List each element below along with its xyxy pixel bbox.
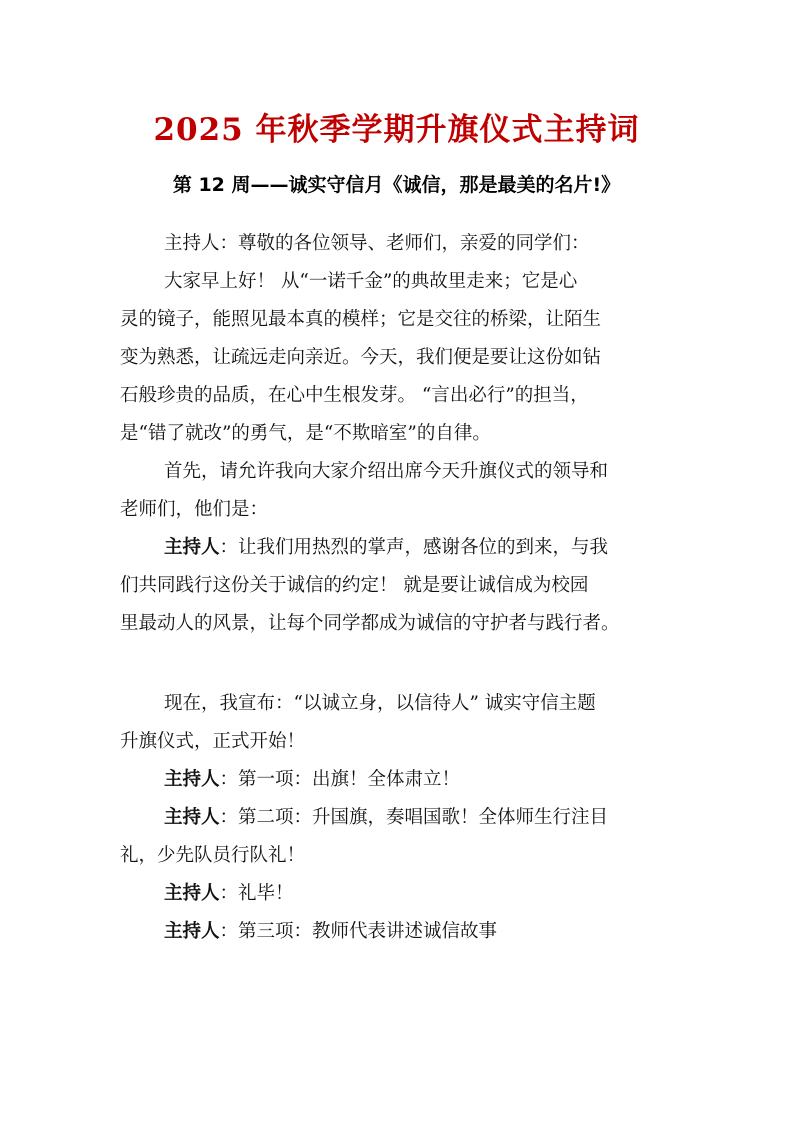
- paragraph-line: [120, 761, 680, 799]
- paragraph-line: 礼，少先队员行队礼！: [120, 845, 306, 866]
- speaker-label: 主持人: [164, 921, 220, 942]
- paragraph-line: 升旗仪式，正式开始！: [120, 731, 306, 752]
- paragraph-item-salute-end: [120, 875, 680, 913]
- paragraph-introduction: [120, 453, 680, 529]
- paragraph-item-1: [120, 761, 680, 799]
- paragraph-line: 首先，请允许我向大家介绍出席今天升旗仪式的领导和: [164, 461, 609, 482]
- paragraph-item-3: [120, 913, 680, 951]
- paragraph-line: 老师们，他们是：: [120, 499, 269, 520]
- paragraph-line: 们共同践行这份关于诚信的约定！ 就是要让诚信成为校园: [120, 575, 589, 596]
- paragraph-line: 现在，我宣布：“以诚立身，以信待人” 诚实守信主题: [164, 693, 596, 714]
- document-subtitle: 第 12 周——诚实守信月《诚信，那是最美的名片!》: [172, 174, 621, 196]
- paragraph-text: ：礼毕！: [219, 883, 294, 904]
- paragraph-line: 主持人：尊敬的各位领导、老师们，亲爱的同学们：: [164, 233, 590, 254]
- paragraph-text: ：第三项：教师代表讲述诚信故事: [219, 921, 498, 942]
- speaker-label: 主持人: [164, 883, 220, 904]
- paragraph-text: ：第一项：出旗！全体肃立！: [219, 769, 461, 790]
- paragraph-greeting: [120, 225, 680, 263]
- paragraph-spacer: [120, 643, 680, 685]
- paragraph-line: [120, 913, 680, 951]
- document-body: [120, 225, 680, 951]
- paragraph-text: ：第二项：升国旗，奏唱国歌！全体师生行注目: [219, 807, 609, 828]
- paragraph-line: 灵的镜子，能照见最本真的模样；它是交往的桥梁，让陌生: [120, 309, 602, 330]
- paragraph-opening: [120, 263, 680, 453]
- paragraph-line: 大家早上好！ 从“一诺千金”的典故里走来；它是心: [164, 271, 578, 292]
- speaker-label: 主持人: [164, 769, 220, 790]
- paragraph-line: 石般珍贵的品质，在心中生根发芽。 “言出必行”的担当，: [120, 385, 589, 406]
- paragraph-item-2: [120, 799, 680, 875]
- paragraph-line: [120, 799, 680, 837]
- paragraph-line: 是“错了就改”的勇气，是“不欺暗室”的自律。: [120, 423, 491, 444]
- speaker-label: 主持人: [164, 807, 220, 828]
- speaker-label: 主持人: [164, 537, 220, 558]
- paragraph-line: [120, 529, 680, 567]
- paragraph-thanks: [120, 529, 680, 643]
- paragraph-line: [120, 875, 680, 913]
- paragraph-announcement: [120, 685, 680, 761]
- paragraph-text: ：让我们用热烈的掌声，感谢各位的到来，与我: [219, 537, 609, 558]
- paragraph-line: 里最动人的风景，让每个同学都成为诚信的守护者与践行者。: [120, 613, 620, 634]
- paragraph-line: 变为熟悉，让疏远走向亲近。今天，我们便是要让这份如钻: [120, 347, 602, 368]
- document-title: 2025 年秋季学期升旗仪式主持词: [153, 112, 640, 148]
